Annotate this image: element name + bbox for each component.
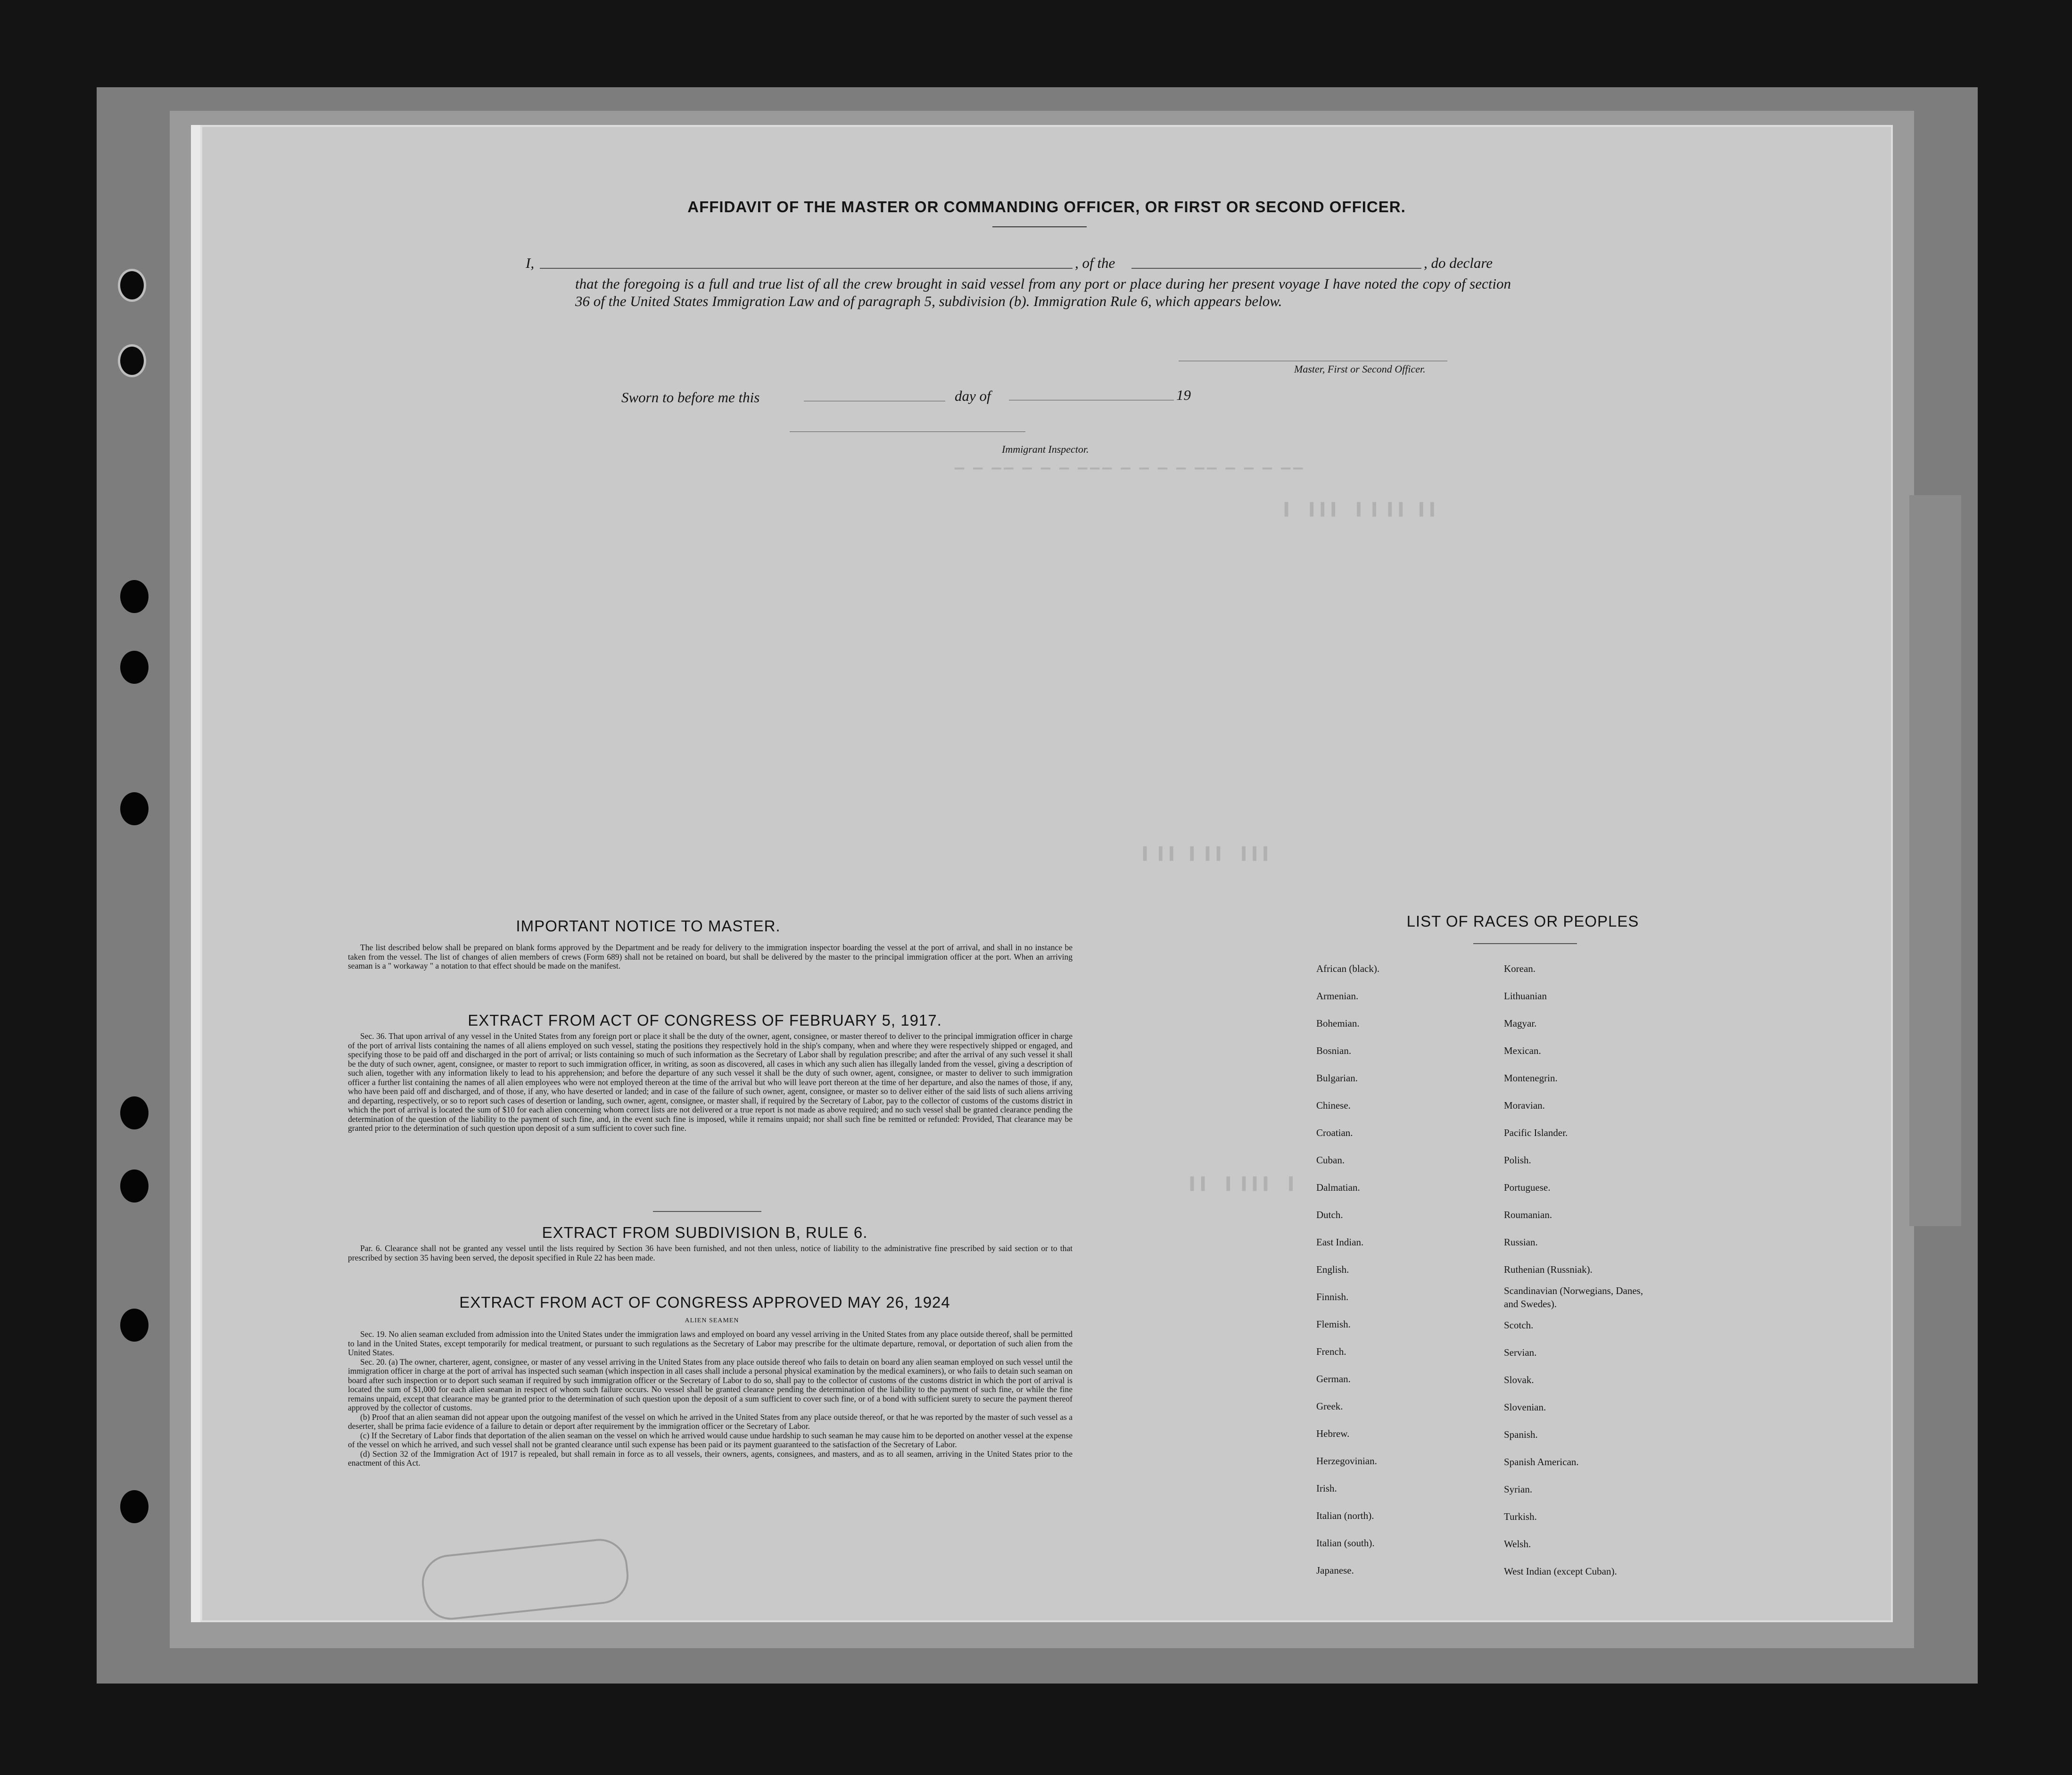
vessel-field[interactable] bbox=[1131, 268, 1421, 269]
race-item: Ruthenian (Russniak). bbox=[1504, 1264, 1593, 1275]
race-item: French. bbox=[1316, 1346, 1346, 1357]
race-item: Welsh. bbox=[1504, 1538, 1531, 1550]
extract-1924-text bbox=[348, 1330, 1073, 1468]
race-item: Turkish. bbox=[1504, 1511, 1537, 1522]
race-item: Portuguese. bbox=[1504, 1182, 1551, 1193]
form-page bbox=[200, 125, 1893, 1622]
race-item: Magyar. bbox=[1504, 1018, 1537, 1029]
race-item: Scotch. bbox=[1504, 1319, 1534, 1331]
race-item: Lithuanian bbox=[1504, 990, 1547, 1002]
race-item: Bohemian. bbox=[1316, 1018, 1360, 1029]
notice-title: IMPORTANT NOTICE TO MASTER. bbox=[516, 917, 781, 935]
declaration-text: that the foregoing is a full and true list of all the crew brought in said vessel from any port or place during her present voyage I have noted the copy of section 36 of the United States Immigration Law and of paragraph 5, subdivision (b). Immigration Rule 6, which appears below. bbox=[575, 275, 1511, 309]
received-stamp bbox=[419, 1536, 631, 1622]
bleed-through: ▍▍ ▍ ▍▍▍ ▍ bbox=[1190, 1177, 1300, 1191]
race-item: Dalmatian. bbox=[1316, 1182, 1360, 1193]
punch-hole bbox=[118, 269, 146, 302]
par-6-paragraph: Par. 6. Clearance shall not be granted any vessel until the lists required by Section 36 have been furnished, and not then unless, notice of liability to the administrative fine prescribed by said section or to that prescribed by section 35 having been served, the deposit specified in Rule 22 has been made. bbox=[348, 1244, 1073, 1262]
race-item: Syrian. bbox=[1504, 1484, 1533, 1495]
punch-hole bbox=[120, 580, 149, 613]
extract-1924-title: EXTRACT FROM ACT OF CONGRESS APPROVED MAY 26, 1924 bbox=[459, 1294, 950, 1311]
extract-rule6-text bbox=[348, 1244, 1073, 1262]
race-item: Italian (north). bbox=[1316, 1510, 1374, 1521]
race-item: Slovenian. bbox=[1504, 1402, 1546, 1413]
race-item: Finnish. bbox=[1316, 1291, 1349, 1302]
race-item: Bosnian. bbox=[1316, 1045, 1352, 1056]
notice-paragraph: The list described below shall be prepared on blank forms approved by the Department and be ready for delivery to the immigration inspector boarding the vessel at the port of arrival, and shall in no instance be taken from the vessel. The list of changes of alien members of crews (Form 689) shall not be retained on board, but shall be delivered by the master to the principal immigration officer at the port. When an arriving seaman is a " workaway " a notation to that effect should be made on the manifest. bbox=[348, 943, 1073, 970]
race-item: Chinese. bbox=[1316, 1100, 1351, 1111]
race-item: Croatian. bbox=[1316, 1127, 1353, 1138]
race-item: Irish. bbox=[1316, 1483, 1337, 1494]
races-column-1 bbox=[1316, 955, 1379, 1584]
races-title: LIST OF RACES OR PEOPLES bbox=[1406, 912, 1639, 930]
race-item: Cuban. bbox=[1316, 1154, 1345, 1166]
master-label: Master, First or Second Officer. bbox=[1294, 363, 1426, 375]
i-label: I, bbox=[526, 255, 535, 271]
day-of-label: day of bbox=[955, 388, 991, 404]
race-item: Servian. bbox=[1504, 1347, 1537, 1358]
race-item: Spanish American. bbox=[1504, 1456, 1579, 1468]
race-item: Moravian. bbox=[1504, 1100, 1545, 1111]
bleed-through: ▍ ▍▍▍ ▍ ▍ ▍▍ ▍▍ bbox=[1285, 502, 1442, 516]
extract-1917-text bbox=[348, 1032, 1073, 1133]
race-item: English. bbox=[1316, 1264, 1349, 1275]
race-item: Hebrew. bbox=[1316, 1428, 1350, 1439]
extract-1917-title: EXTRACT FROM ACT OF CONGRESS OF FEBRUARY 5, 1917. bbox=[468, 1012, 942, 1029]
bleed-through: ▁ ▁ ▁▁ ▁ ▁ ▁ ▁▁▁ ▁ ▁ ▁ ▁ ▁▁ ▁ ▁ ▁ ▁▁ bbox=[955, 455, 1306, 469]
race-item: Mexican. bbox=[1504, 1045, 1541, 1056]
sec-20b-paragraph: (b) Proof that an alien seaman did not appear upon the outgoing manifest of the vessel on which he arrived in the United States from any place outside thereof, or that he was reported by the master of such vessel as a deserter, shall be prima facie evidence of a failure to detain or deport after requirement by the immigration officer or the Secretary of Labor. bbox=[348, 1412, 1073, 1431]
notice-text bbox=[348, 943, 1073, 971]
year-label: 19 bbox=[1176, 387, 1191, 403]
of-the-label: , of the bbox=[1075, 255, 1115, 271]
race-item: Polish. bbox=[1504, 1154, 1531, 1166]
race-item: Korean. bbox=[1504, 963, 1536, 974]
section-rule bbox=[653, 1211, 761, 1212]
inspector-label: Immigrant Inspector. bbox=[1002, 443, 1089, 455]
alien-seamen-subtitle: ALIEN SEAMEN bbox=[685, 1317, 739, 1324]
punch-hole bbox=[120, 1170, 149, 1203]
page-tab bbox=[1909, 495, 1961, 1226]
race-item: Japanese. bbox=[1316, 1565, 1354, 1576]
affidavit-title: AFFIDAVIT OF THE MASTER OR COMMANDING OFFICER, OR FIRST OR SECOND OFFICER. bbox=[687, 198, 1406, 216]
races-rule bbox=[1473, 943, 1577, 944]
race-item: East Indian. bbox=[1316, 1236, 1364, 1248]
race-item: Italian (south). bbox=[1316, 1537, 1375, 1549]
sec-36-paragraph: Sec. 36. That upon arrival of any vessel in the United States from any foreign port or place it shall be the duty of the owner, agent, consignee, or master thereof to deliver to the principal immigration officer in charge of the port of arrival lists containing the names of all aliens employed on such vessel, stating the positions they respectively hold in the ship's company, when and where they were respectively shipped or engaged, and specifying those to be paid off and discharged in the port of arrival; or lists containing so much of such information as the Secretary of Labor shall by regulation prescribe; and after the arrival of any such vessel it shall be the duty of such owner, agent, consignee, or master to report to such immigration officer, in writing, as soon as discovered, all cases in which any such alien has illegally landed from the vessel, giving a description of such alien, together with any information likely to lead to his apprehension; and before the departure of any such vessel it shall be the duty of such owner, agent, consignee, or master to deliver to such immigration officer a further list containing the names of all alien employees who were not employed thereon at the time of the arrival but who will leave port thereon at the time of her departure, and also the names of those, if any, who have been paid off and discharged, and of those, if any, who have deserted or landed; and in case of the failure of such owner, agent, consignee, or master so to deliver either of the said lists of such aliens arriving and departing, respectively, or so to report such cases of desertion or landing, such owner, agent, consignee, or master shall, if required by the Secretary of Labor, pay to the collector of customs of the customs district in which the port of arrival is located the sum of $10 for each alien concerning whom correct lists are not delivered or a true report is not made as above required; and no such vessel shall be granted clearance pending the determination of the question of the liability to the payment of such fine, and, in the event such fine is imposed, while it remains unpaid; nor shall such fine be remitted or refunded: Provided, That clearance may be granted prior to the determination of such question upon deposit of a sum sufficient to cover such fine. bbox=[348, 1031, 1073, 1133]
race-item: Scandinavian (Norwegians, Danes, and Swedes). bbox=[1504, 1285, 1643, 1310]
title-rule bbox=[992, 226, 1087, 227]
inspector-signature-line[interactable] bbox=[790, 431, 1025, 432]
sec-20c-paragraph: (c) If the Secretary of Labor finds that deportation of the alien seaman on the vessel on which he arrived would cause undue hardship to such seaman he may cause him to be deported on another vessel at the expense of the vessel on which he arrived, and such vessel shall not be granted clearance until such expense has been paid or its payment guaranteed to the satisfaction of the Secretary of Labor. bbox=[348, 1430, 1073, 1449]
race-item: Flemish. bbox=[1316, 1319, 1351, 1330]
punch-hole bbox=[118, 344, 146, 377]
race-item: Pacific Islander. bbox=[1504, 1127, 1568, 1138]
bleed-through: ▍ ▍▍ ▍ ▍▍ ▍▍▍ bbox=[1143, 846, 1275, 861]
race-item: Roumanian. bbox=[1504, 1209, 1552, 1220]
sec-19-paragraph: Sec. 19. No alien seaman excluded from admission into the United States under the immigration laws and employed on board any vessel arriving in the United States from any place outside thereof, shall be permitted to land in the United States, except temporarily for medical treatment, or pursuant to such regulations as the Secretary of Labor may prescribe for the ultimate departure, removal, or deportation of such alien from the United States. bbox=[348, 1329, 1073, 1357]
sworn-label: Sworn to before me this bbox=[621, 389, 760, 406]
race-item: Herzegovinian. bbox=[1316, 1455, 1377, 1467]
punch-hole bbox=[120, 1096, 149, 1129]
race-item: Slovak. bbox=[1504, 1374, 1534, 1385]
name-field[interactable] bbox=[540, 268, 1073, 269]
race-item: Russian. bbox=[1504, 1236, 1538, 1248]
race-item: West Indian (except Cuban). bbox=[1504, 1566, 1617, 1577]
race-item: Armenian. bbox=[1316, 990, 1359, 1002]
race-item: African (black). bbox=[1316, 963, 1380, 974]
race-item: Spanish. bbox=[1504, 1429, 1538, 1440]
race-item: Dutch. bbox=[1316, 1209, 1343, 1220]
extract-rule6-title: EXTRACT FROM SUBDIVISION B, RULE 6. bbox=[542, 1224, 868, 1241]
punch-hole bbox=[120, 1309, 149, 1342]
sheet-edge bbox=[191, 125, 201, 1622]
punch-hole bbox=[120, 1490, 149, 1523]
race-item: Greek. bbox=[1316, 1401, 1343, 1412]
sec-20d-paragraph: (d) Section 32 of the Immigration Act of 1917 is repealed, but shall remain in force as to all vessels, their owners, agents, consignees, and masters, and as to all seamen, arriving in the United States prior to the enactment of this Act. bbox=[348, 1449, 1073, 1468]
do-declare-label: , do declare bbox=[1424, 255, 1493, 271]
punch-hole bbox=[120, 651, 149, 684]
race-item: Bulgarian. bbox=[1316, 1072, 1358, 1084]
races-column-2 bbox=[1504, 955, 1645, 1585]
race-item: German. bbox=[1316, 1373, 1351, 1385]
punch-hole bbox=[120, 792, 149, 825]
sec-20-paragraph: Sec. 20. (a) The owner, charterer, agent, consignee, or master of any vessel arriving in the United States from any place outside thereof who fails to detain on board any alien seaman employed on such vessel until the immigration officer in charge at the port of arrival has inspected such seaman (which inspection in all cases shall include a personal physical examination by the medical examiners), or who fails to detain such seaman on board after such inspection or to deport such seaman if required by such immigration officer or the Secretary of Labor to do so, shall pay to the collector of customs of the customs district in which the port of arrival is located the sum of $1,000 for each alien seaman in respect of whom such failure occurs. No vessel shall be granted clearance pending the determination of the liability to the payment of such fine, or while the fine remains unpaid, except that clearance may be granted prior to the determination of such question upon the deposit of a sum sufficient to cover such fine, or of a bond with sufficient surety to secure the payment thereof approved by the collector of customs. bbox=[348, 1357, 1073, 1412]
race-item: Montenegrin. bbox=[1504, 1072, 1558, 1084]
